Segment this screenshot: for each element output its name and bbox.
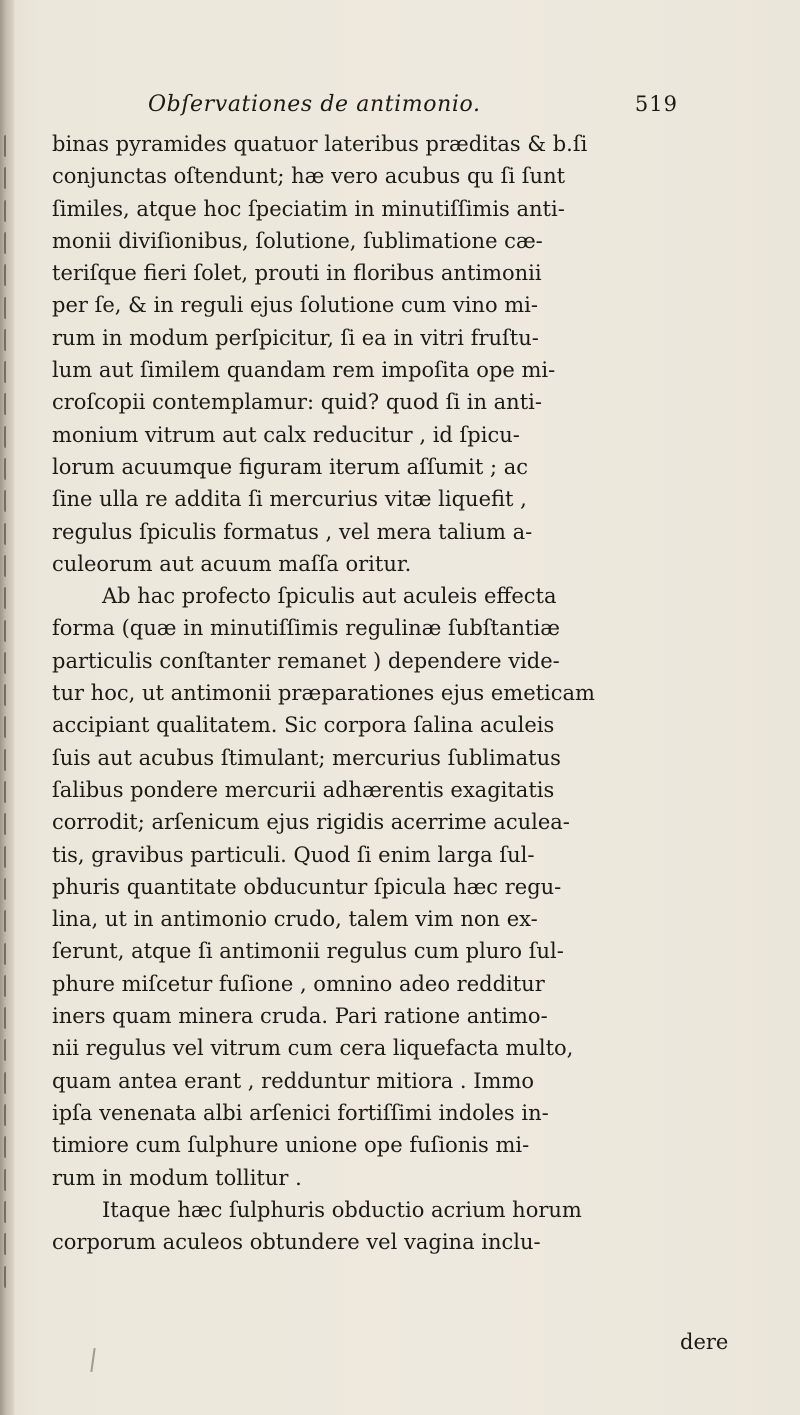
running-title: Obſervationes de antimonio. bbox=[148, 92, 481, 117]
text-line: conjunctas oſtendunt; hæ vero acubus qu ſi ſunt bbox=[52, 164, 566, 189]
gutter-mark bbox=[4, 167, 16, 189]
gutter-mark bbox=[4, 1233, 16, 1255]
gutter-mark bbox=[4, 458, 16, 480]
text-line: ſalibus pondere mercurii adhærentis exagitatis bbox=[52, 777, 555, 802]
text-line: lum aut ſimilem quandam rem impoſita ope mi- bbox=[52, 358, 556, 383]
gutter-mark bbox=[4, 1266, 16, 1288]
body-text bbox=[52, 128, 742, 1258]
text-line: regulus ſpiculis formatus , vel mera talium a- bbox=[52, 519, 533, 544]
text-line: binas pyramides quatuor lateribus præditas & b.ſi bbox=[52, 132, 588, 156]
gutter-mark bbox=[4, 200, 16, 222]
gutter-mark bbox=[4, 1039, 16, 1061]
gutter-mark bbox=[4, 393, 16, 415]
text-line: phuris quantitate obducuntur ſpicula hæc regu- bbox=[52, 874, 562, 899]
gutter-mark bbox=[4, 975, 16, 997]
gutter-mark bbox=[4, 1169, 16, 1191]
text-line: rum in modum perſpicitur, ſi ea in vitri fruſtu- bbox=[52, 325, 539, 350]
text-line: timiore cum ſulphure unione ope fuſionis mi- bbox=[52, 1133, 530, 1158]
text-line: ſerunt, atque ſi antimonii regulus cum pluro ſul- bbox=[52, 939, 564, 964]
gutter-mark bbox=[4, 1072, 16, 1094]
gutter-mark bbox=[4, 781, 16, 803]
text-line: nii regulus vel vitrum cum cera liquefacta multo, bbox=[52, 1036, 574, 1061]
gutter-mark bbox=[4, 943, 16, 965]
text-line: particulis conſtanter remanet ) dependere vide- bbox=[52, 648, 560, 673]
gutter-mark bbox=[4, 329, 16, 351]
gutter-mark bbox=[4, 523, 16, 545]
text-line: ſimiles, atque hoc ſpeciatim in minutiſſimis anti- bbox=[52, 196, 565, 221]
text-line: per ſe, & in reguli ejus ſolutione cum vino mi- bbox=[52, 293, 538, 318]
text-line: corrodit; arſenicum ejus rigidis acerrime aculea- bbox=[52, 810, 570, 835]
catchword: dere bbox=[680, 1330, 729, 1354]
text-line: teriſque fieri ſolet, prouti in floribus antimonii bbox=[52, 261, 542, 286]
gutter-mark bbox=[4, 426, 16, 448]
gutter-mark bbox=[4, 587, 16, 609]
gutter-mark bbox=[4, 490, 16, 512]
text-line: phure miſcetur fuſione , omnino adeo redditur bbox=[52, 971, 545, 996]
text-line: forma (quæ in minutiſſimis regulinæ ſubſtantiæ bbox=[52, 616, 560, 641]
gutter-mark bbox=[4, 846, 16, 868]
page-number: 519 bbox=[634, 92, 678, 116]
gutter-mark bbox=[4, 232, 16, 254]
page-header bbox=[148, 92, 678, 126]
gutter-mark bbox=[4, 652, 16, 674]
text-line: croſcopii contemplamur: quid? quod ſi in anti- bbox=[52, 390, 542, 415]
gutter-mark bbox=[4, 716, 16, 738]
text-line: Ab hac profecto ſpiculis aut aculeis effecta bbox=[102, 584, 557, 609]
gutter-mark bbox=[4, 684, 16, 706]
scan-speck bbox=[90, 1348, 95, 1372]
text-line: culeorum aut acuum maſſa oritur. bbox=[52, 551, 412, 576]
text-line: monium vitrum aut calx reducitur , id ſpicu- bbox=[52, 422, 520, 447]
text-line: tis, gravibus particuli. Quod ſi enim larga ſul- bbox=[52, 842, 535, 867]
gutter-bracket-marks bbox=[4, 0, 26, 1415]
text-line: Itaque hæc ſulphuris obductio acrium horum bbox=[102, 1197, 582, 1222]
text-line: accipiant qualitatem. Sic corpora ſalina aculeis bbox=[52, 713, 555, 738]
text-line: iners quam minera cruda. Pari ratione antimo- bbox=[52, 1004, 548, 1029]
gutter-mark bbox=[4, 555, 16, 577]
gutter-mark bbox=[4, 1104, 16, 1126]
text-line: monii diviſionibus, ſolutione, ſublimatione cæ- bbox=[52, 228, 543, 253]
gutter-mark bbox=[4, 813, 16, 835]
gutter-mark bbox=[4, 1136, 16, 1158]
text-line: quam antea erant , redduntur mitiora . Immo bbox=[52, 1068, 535, 1093]
gutter-mark bbox=[4, 297, 16, 319]
gutter-mark bbox=[4, 878, 16, 900]
text-line: ſine ulla re addita ſi mercurius vitæ liquefit , bbox=[52, 487, 527, 512]
text-line: tur hoc, ut antimonii præparationes ejus emeticam bbox=[52, 681, 595, 706]
gutter-mark bbox=[4, 1201, 16, 1223]
text-line: lorum acuumque figuram iterum aſſumit ; ac bbox=[52, 454, 529, 479]
text-line: corporum aculeos obtundere vel vagina inclu- bbox=[52, 1230, 541, 1255]
gutter-mark bbox=[4, 361, 16, 383]
text-line: ipſa venenata albi arſenici fortiſſimi indoles in- bbox=[52, 1100, 549, 1125]
text-line: rum in modum tollitur . bbox=[52, 1165, 302, 1190]
gutter-mark bbox=[4, 910, 16, 932]
gutter-mark bbox=[4, 1007, 16, 1029]
gutter-mark bbox=[4, 749, 16, 771]
gutter-mark bbox=[4, 620, 16, 642]
text-line: ſuis aut acubus ſtimulant; mercurius ſublimatus bbox=[52, 745, 561, 770]
text-line: lina, ut in antimonio crudo, talem vim non ex- bbox=[52, 907, 538, 932]
gutter-mark bbox=[4, 135, 16, 157]
gutter-mark bbox=[4, 264, 16, 286]
